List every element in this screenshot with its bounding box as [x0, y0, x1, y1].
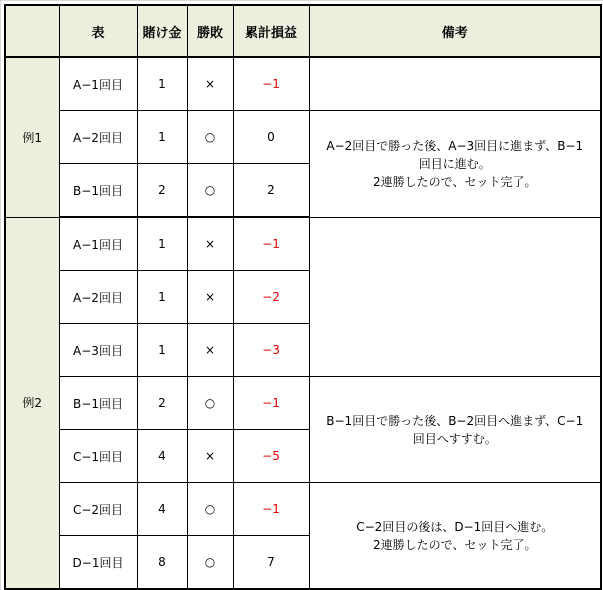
table-cell[interactable]: C−2回目 — [59, 483, 137, 536]
bet-cell[interactable]: 2 — [137, 164, 187, 218]
result-cell[interactable]: × — [187, 57, 233, 111]
bet-cell[interactable]: 1 — [137, 217, 187, 271]
result-cell[interactable]: × — [187, 217, 233, 271]
bet-cell[interactable]: 1 — [137, 271, 187, 324]
cumulative-cell[interactable]: −1 — [233, 57, 309, 111]
remark-line: B−1回目で勝った後、B−2回目へ進まず、C−1 — [326, 413, 584, 428]
remark-line: 2連勝したので、セット完了。 — [373, 174, 537, 189]
header-row — [5, 5, 601, 57]
result-cell[interactable]: ○ — [187, 536, 233, 590]
bet-cell[interactable]: 4 — [137, 430, 187, 483]
cumulative-cell[interactable]: −1 — [233, 217, 309, 271]
remark-line: 2連勝したので、セット完了。 — [373, 537, 537, 552]
table-cell[interactable]: A−1回目 — [59, 217, 137, 271]
table-row — [5, 377, 601, 430]
remark-cell-empty[interactable] — [309, 57, 601, 111]
header-remark[interactable]: 備考 — [309, 5, 601, 57]
result-cell[interactable]: ○ — [187, 164, 233, 218]
result-cell[interactable]: ○ — [187, 483, 233, 536]
result-cell[interactable]: ○ — [187, 111, 233, 164]
cumulative-cell[interactable]: −2 — [233, 271, 309, 324]
cumulative-cell[interactable]: 7 — [233, 536, 309, 590]
table-row — [5, 483, 601, 536]
table-cell[interactable]: B−1回目 — [59, 377, 137, 430]
header-corner[interactable] — [5, 5, 59, 57]
remark-cell[interactable] — [309, 377, 601, 483]
result-cell[interactable]: × — [187, 271, 233, 324]
table-row — [5, 217, 601, 271]
gridline — [0, 0, 603, 1]
cumulative-cell[interactable]: −1 — [233, 377, 309, 430]
result-cell[interactable]: × — [187, 324, 233, 377]
bet-cell[interactable]: 1 — [137, 324, 187, 377]
remark-line: C−2回目の後は、D−1回目へ進む。 — [356, 519, 554, 534]
remark-cell[interactable] — [309, 483, 601, 590]
cumulative-cell[interactable]: −3 — [233, 324, 309, 377]
table-cell[interactable]: B−1回目 — [59, 164, 137, 218]
table-cell[interactable]: D−1回目 — [59, 536, 137, 590]
group-label-cell[interactable]: 例1 — [5, 57, 59, 217]
remark-cell-empty[interactable] — [309, 217, 601, 377]
gridline — [0, 0, 1, 590]
cumulative-cell[interactable]: −5 — [233, 430, 309, 483]
table-cell[interactable]: A−1回目 — [59, 57, 137, 111]
bet-cell[interactable]: 2 — [137, 377, 187, 430]
betting-table — [4, 4, 602, 590]
bet-cell[interactable]: 8 — [137, 536, 187, 590]
table-cell[interactable]: C−1回目 — [59, 430, 137, 483]
table-row — [5, 111, 601, 164]
header-cumulative[interactable]: 累計損益 — [233, 5, 309, 57]
header-bet[interactable]: 賭け金 — [137, 5, 187, 57]
header-result[interactable]: 勝敗 — [187, 5, 233, 57]
cumulative-cell[interactable]: 0 — [233, 111, 309, 164]
bet-cell[interactable]: 4 — [137, 483, 187, 536]
cumulative-cell[interactable]: −1 — [233, 483, 309, 536]
table-cell[interactable]: A−2回目 — [59, 111, 137, 164]
table-cell[interactable]: A−3回目 — [59, 324, 137, 377]
result-cell[interactable]: × — [187, 430, 233, 483]
remark-line: A−2回目で勝った後、A−3回目に進まず、B−1 — [326, 138, 584, 153]
result-cell[interactable]: ○ — [187, 377, 233, 430]
table-row — [5, 57, 601, 111]
bet-cell[interactable]: 1 — [137, 111, 187, 164]
cumulative-cell[interactable]: 2 — [233, 164, 309, 218]
table-cell[interactable]: A−2回目 — [59, 271, 137, 324]
remark-line: 回目へすすむ。 — [412, 431, 497, 446]
bet-cell[interactable]: 1 — [137, 57, 187, 111]
remark-line: 回目に進む。 — [418, 156, 491, 171]
header-table[interactable]: 表 — [59, 5, 137, 57]
group-label-cell[interactable]: 例2 — [5, 217, 59, 589]
remark-cell[interactable] — [309, 111, 601, 218]
